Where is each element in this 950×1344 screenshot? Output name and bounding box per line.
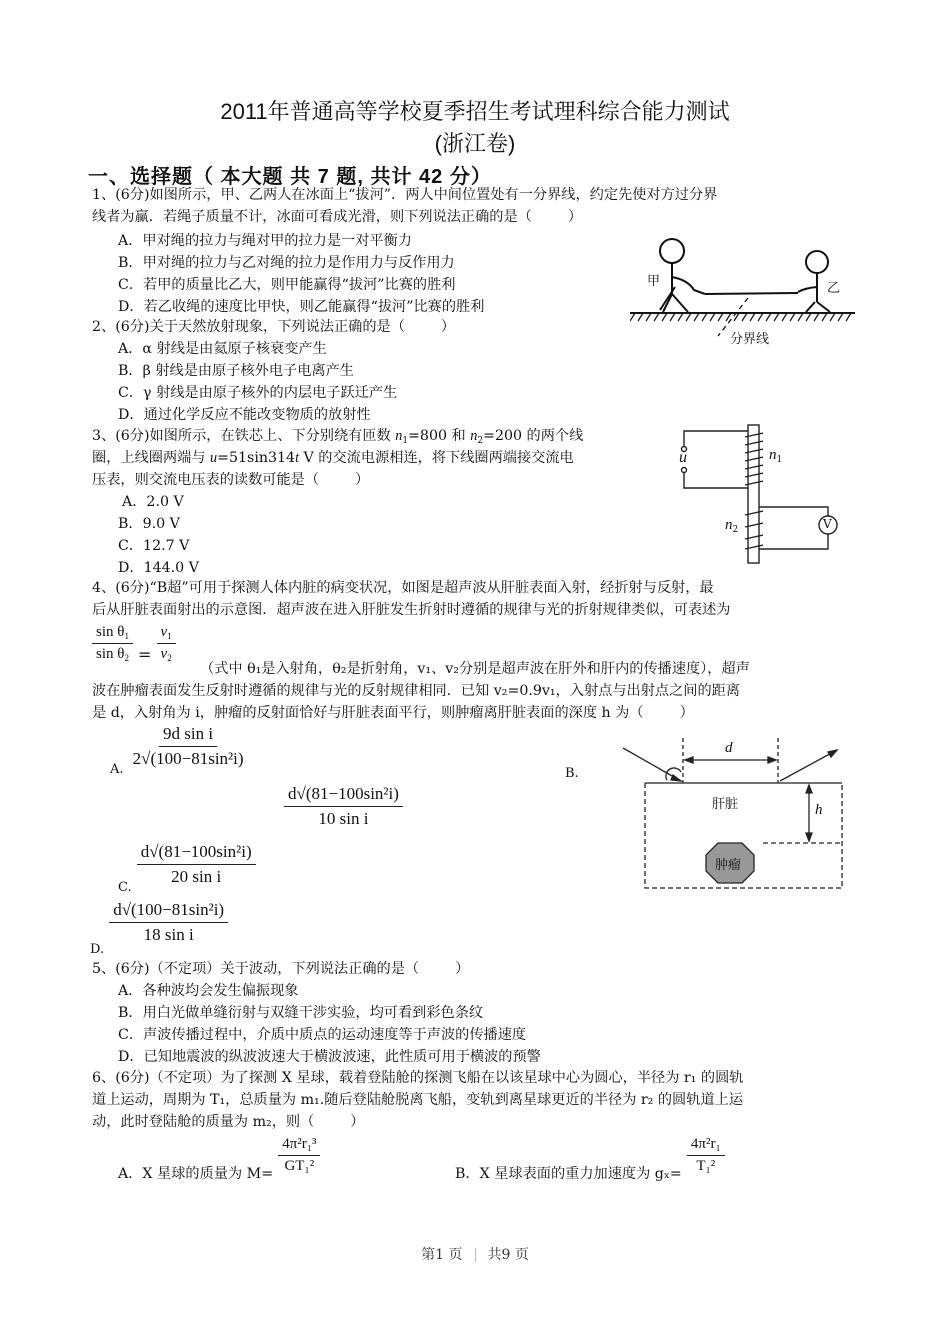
source-u-label: u [679, 449, 687, 466]
person-yi-label: 乙 [827, 281, 841, 296]
boundary-line-label: 分界线 [730, 332, 770, 347]
option-b-formula: $\frac{\text{4π²r₁}}{\text{T₁²}}$ [687, 1136, 725, 1175]
question-text: （不定项）关于波动，下列说法正确的是（ [149, 961, 420, 977]
option-b-formula: $\frac{\text{d√(81−100sin²i)}}{\text{10 sin i}}$ [284, 784, 403, 829]
question-3-options [118, 492, 199, 580]
question-text: 是 d，入射角为 i，肿瘤的反射面恰好与肝脏表面平行，则肿瘤离肝脏表面的深度 h 为（ [92, 705, 644, 721]
liver-tumor-figure [615, 738, 855, 893]
option-a: A．α 射线是由氦原子核衰变产生 [118, 341, 327, 357]
q6-option-a [118, 1136, 320, 1182]
question-text: 关于天然放射现象，下列说法正确的是（ [149, 319, 405, 335]
tumor-label: 肿瘤 [715, 858, 742, 873]
page-footer [0, 1244, 950, 1264]
exam-subtitle: (浙江卷) [434, 131, 516, 156]
liver-label: 肝脏 [712, 797, 739, 812]
question-points: (6分) [115, 1070, 150, 1086]
equals-sign: = [138, 645, 152, 664]
coil-n2-label: $n_2$ [725, 517, 739, 535]
option-d: D．144.0 V [118, 560, 199, 576]
option-a: A．各种波均会发生偏振现象 [118, 983, 299, 999]
option-a: A．甲对绳的拉力与绳对甲的拉力是一对平衡力 [118, 233, 412, 249]
question-text: V 的交流电源相连，将下线圈两端接交流电 [299, 450, 574, 466]
option-label: A. [110, 762, 124, 777]
subscript: 1 [402, 436, 409, 446]
option-c: C．若甲的质量比乙大，则甲能赢得“拔河”比赛的胜利 [118, 277, 456, 293]
option-b: B．9.0 V [118, 516, 180, 532]
question-points: (6分) [115, 961, 150, 977]
page-number: 第1 页 [421, 1247, 463, 1263]
variable-t: t [295, 450, 300, 466]
question-3 [92, 426, 583, 492]
option-label: B．X 星球表面的重力加速度为 gₓ= [455, 1166, 682, 1182]
question-2-options [118, 339, 397, 427]
footer-divider [475, 1248, 476, 1262]
option-c: C．12.7 V [118, 538, 190, 554]
question-4-cont [200, 659, 750, 679]
question-5-options [118, 981, 541, 1069]
variable-n2: n [470, 428, 478, 444]
question-number: 4、 [92, 580, 116, 596]
exam-title: 2011年普通高等学校夏季招生考试理科综合能力测试 [220, 99, 730, 124]
q4-option-a [110, 724, 248, 777]
question-1-options [118, 231, 484, 319]
velocity-ratio: $\frac{v_1}{v_2}$ [157, 624, 176, 663]
question-text: 圈，上线圈两端与 [92, 450, 211, 466]
question-text: 压表，则交流电压表的读数可能是（ [92, 472, 320, 488]
q4-option-c [118, 842, 256, 895]
sin-ratio: $\frac{\sin \theta_1}{\sin \theta_2}$ [92, 624, 133, 663]
q4-option-b-label: B. [565, 766, 579, 781]
question-points: (6分) [115, 319, 150, 335]
refraction-formula [92, 624, 176, 663]
option-label: C. [118, 880, 132, 895]
option-d: D．已知地震波的纵波波速大于横波波速，此性质可用于横波的预警 [118, 1049, 541, 1065]
option-label: D. [90, 942, 105, 957]
question-text: =800 和 [408, 428, 471, 444]
voltmeter-label: V [823, 517, 832, 531]
option-b: B．β 射线是由原子核外电子电离产生 [118, 363, 354, 379]
option-c: C．γ 射线是由原子核外的内层电子跃迁产生 [118, 385, 398, 401]
option-a-formula: $\frac{\text{9d sin i}}{\text{2√(100−81sin²i)}}$ [132, 724, 244, 768]
question-number: 1、 [92, 187, 116, 203]
question-text: 道上运动，周期为 T₁，总质量为 m₁.随后登陆舱脱离飞船，变轨到离星球更近的半径为 r₂ 的圆轨道上运 [92, 1092, 744, 1108]
question-text: 波在肿瘤表面发生反射时遵循的规律与光的反射规律相同．已知 v₂=0.9v₁，入射点与出射点之间的距离 [92, 683, 741, 699]
answer-paren: ） [567, 209, 583, 225]
question-points: (6分) [115, 580, 150, 596]
option-d: D．若乙收绳的速度比甲快，则乙能赢得“拔河”比赛的胜利 [118, 299, 485, 315]
variable-u: u [210, 450, 218, 466]
tug-of-war-figure [630, 232, 855, 347]
transformer-figure [675, 415, 845, 565]
question-text: （式中 θ₁是入射角，θ₂是折射角，v₁、v₂分别是超声波在肝外和肝内的传播速度），超声 [200, 661, 750, 677]
option-d: D．通过化学反应不能改变物质的放射性 [118, 407, 371, 423]
distance-d-label: d [725, 740, 733, 756]
option-label: A．X 星球的质量为 M= [118, 1166, 274, 1182]
option-b: B．用白光做单缝衍射与双缝干涉实验，均可看到彩色条纹 [118, 1005, 484, 1021]
page-total: 共9 页 [487, 1247, 529, 1263]
question-text: 如图所示，在铁芯上、下分别绕有匝数 [149, 428, 396, 444]
question-text: 如图所示，甲、乙两人在冰面上“拔河”．两人中间位置处有一分界线，约定先使对方过分界 [149, 187, 718, 203]
question-number: 3、 [92, 428, 116, 444]
question-points: (6分) [115, 428, 150, 444]
answer-paren: ） [679, 705, 694, 721]
q4-option-b [284, 784, 403, 829]
question-text: 后从肝脏表面射出的示意图．超声波在进入肝脏发生折射时遵循的规律与光的折射规律类似，可表述为 [92, 602, 731, 618]
question-4-cont2 [92, 681, 740, 725]
question-number: 5、 [92, 961, 116, 977]
question-4 [92, 578, 730, 622]
question-text: （不定项）为了探测 X 星球，载着登陆舱的探测飞船在以该星球中心为圆心，半径为 r₁ 的圆轨 [149, 1070, 744, 1086]
question-number: 6、 [92, 1070, 116, 1086]
q4-option-d [90, 900, 228, 957]
option-a: A．2.0 V [122, 494, 184, 510]
question-text: =51sin314 [217, 450, 296, 466]
question-number: 2、 [92, 319, 116, 335]
depth-h-label: h [815, 802, 823, 818]
question-text: 动，此时登陆舱的质量为 m₂，则（ [92, 1114, 315, 1130]
option-c: C．声波传播过程中，介质中质点的运动速度等于声波的传播速度 [118, 1027, 527, 1043]
answer-paren: ） [355, 472, 370, 488]
question-text: “B超”可用于探测人体内脏的病变状况，如图是超声波从肝脏表面入射，经折射与反射，最 [149, 580, 714, 596]
coil-n1-label: $n_1$ [769, 447, 783, 465]
answer-paren: ） [440, 319, 456, 335]
option-d-formula: $\frac{\text{d√(100−81sin²i)}}{\text{18 sin i}}$ [109, 900, 228, 945]
person-jia-label: 甲 [647, 274, 661, 289]
option-b: B．甲对绳的拉力与乙对绳的拉力是作用力与反作用力 [118, 255, 455, 271]
question-2 [92, 317, 455, 337]
question-1 [92, 185, 717, 227]
q6-option-b [455, 1136, 725, 1182]
variable-n1: n [395, 428, 403, 444]
subscript: 2 [477, 436, 484, 446]
transformer-diagram [675, 415, 845, 565]
question-6 [92, 1068, 743, 1134]
section-heading: 一、选择题（ 本大题 共 7 题, 共计 42 分） [88, 166, 492, 188]
question-text: 线者为赢．若绳子质量不计，冰面可看成光滑，则下列说法正确的是（ [92, 209, 532, 225]
question-5 [92, 959, 469, 979]
question-points: (6分) [115, 187, 150, 203]
answer-paren: ） [455, 961, 470, 977]
question-text: =200 的两个线 [483, 428, 584, 444]
option-c-formula: $\frac{\text{d√(81−100sin²i)}}{\text{20 sin i}}$ [137, 842, 256, 887]
answer-paren: ） [350, 1114, 365, 1130]
option-a-formula: $\frac{\text{4π²r₁³}}{\text{GT₁²}}$ [278, 1136, 320, 1175]
